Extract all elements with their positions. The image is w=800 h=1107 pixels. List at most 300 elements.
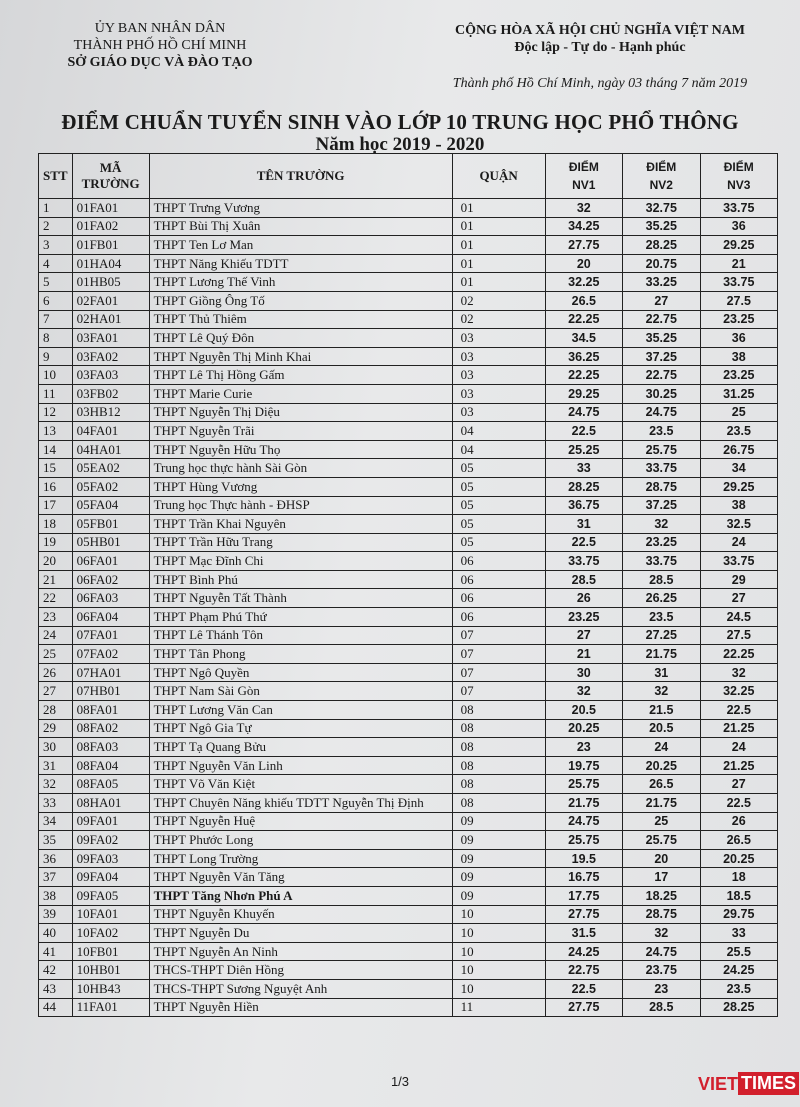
cell-stt: 20 (39, 552, 73, 571)
cell-district: 10 (452, 924, 545, 943)
cell-stt: 34 (39, 812, 73, 831)
table-row (39, 738, 778, 757)
cell-school-name: Trung học thực hành Sài Gòn (149, 459, 452, 478)
logo-text-times: TIMES (738, 1072, 799, 1095)
cell-code: 03HB12 (72, 403, 149, 422)
cell-nv3: 26.75 (700, 440, 777, 459)
cell-school-name: THPT Nguyễn Hữu Thọ (149, 440, 452, 459)
table-row (39, 905, 778, 924)
cell-school-name: THPT Marie Curie (149, 384, 452, 403)
cell-code: 03FA02 (72, 347, 149, 366)
cell-nv3: 21.25 (700, 756, 777, 775)
cell-nv2: 20.5 (623, 719, 700, 738)
cell-nv2: 20.25 (623, 756, 700, 775)
cell-school-name: THPT Lê Quý Đôn (149, 329, 452, 348)
cell-code: 08HA01 (72, 794, 149, 813)
cell-stt: 4 (39, 254, 73, 273)
table-row (39, 998, 778, 1017)
cell-district: 07 (452, 626, 545, 645)
cell-district: 09 (452, 868, 545, 887)
cell-nv3: 38 (700, 347, 777, 366)
cell-nv1: 32.25 (545, 273, 622, 292)
cell-nv3: 27.5 (700, 291, 777, 310)
cell-school-name: THPT Nguyễn Thị Diệu (149, 403, 452, 422)
issuer-line-3: SỞ GIÁO DỤC VÀ ĐÀO TẠO (67, 55, 253, 70)
cell-school-name: THPT Phước Long (149, 831, 452, 850)
cell-nv1: 16.75 (545, 868, 622, 887)
cell-district: 04 (452, 440, 545, 459)
cell-stt: 10 (39, 366, 73, 385)
table-row (39, 552, 778, 571)
cell-stt: 42 (39, 961, 73, 980)
col-nv2 (623, 154, 700, 199)
cell-district: 03 (452, 329, 545, 348)
cell-nv2: 37.25 (623, 496, 700, 515)
cell-nv2: 26.25 (623, 589, 700, 608)
cell-nv3: 38 (700, 496, 777, 515)
col-district: QUẬN (452, 154, 545, 199)
cell-stt: 31 (39, 756, 73, 775)
cell-nv3: 25 (700, 403, 777, 422)
cell-school-name: THPT Nguyễn Văn Tăng (149, 868, 452, 887)
cell-nv2: 25.75 (623, 440, 700, 459)
col-name: TÊN TRƯỜNG (149, 154, 452, 199)
cell-school-name: THPT Long Trường (149, 849, 452, 868)
cell-code: 01FA02 (72, 217, 149, 236)
cell-code: 07HA01 (72, 663, 149, 682)
cell-code: 01FB01 (72, 236, 149, 255)
cell-stt: 12 (39, 403, 73, 422)
cell-nv3: 29.25 (700, 477, 777, 496)
cell-district: 07 (452, 682, 545, 701)
cell-nv1: 26.5 (545, 291, 622, 310)
cell-nv3: 23.5 (700, 422, 777, 441)
cell-code: 07HB01 (72, 682, 149, 701)
cell-nv2: 23.5 (623, 422, 700, 441)
cell-school-name: THPT Năng Khiếu TDTT (149, 254, 452, 273)
cell-nv2: 23 (623, 979, 700, 998)
cell-district: 05 (452, 533, 545, 552)
cell-nv1: 23 (545, 738, 622, 757)
cell-nv1: 20.25 (545, 719, 622, 738)
table-row (39, 589, 778, 608)
cell-nv2: 28.5 (623, 998, 700, 1017)
table-row (39, 682, 778, 701)
cell-school-name: THPT Võ Văn Kiệt (149, 775, 452, 794)
cell-code: 10HB01 (72, 961, 149, 980)
page-number: 1/3 (390, 1074, 410, 1089)
cell-nv3: 22.5 (700, 794, 777, 813)
table-header-row (39, 154, 778, 199)
table-row (39, 608, 778, 627)
cell-district: 03 (452, 403, 545, 422)
cell-code: 10HB43 (72, 979, 149, 998)
table-row (39, 254, 778, 273)
cell-code: 05EA02 (72, 459, 149, 478)
cell-nv2: 17 (623, 868, 700, 887)
col-code-line-1: MÃ (99, 160, 122, 175)
cell-nv3: 28.25 (700, 998, 777, 1017)
col-stt: STT (39, 154, 73, 199)
cell-district: 07 (452, 663, 545, 682)
cell-nv1: 22.5 (545, 979, 622, 998)
cell-stt: 3 (39, 236, 73, 255)
cell-stt: 38 (39, 886, 73, 905)
table-row (39, 422, 778, 441)
cell-nv1: 20.5 (545, 701, 622, 720)
score-table (38, 153, 778, 1017)
cell-nv1: 22.75 (545, 961, 622, 980)
cell-nv1: 17.75 (545, 886, 622, 905)
table-row (39, 477, 778, 496)
cell-district: 01 (452, 236, 545, 255)
cell-nv3: 24.5 (700, 608, 777, 627)
cell-nv1: 34.25 (545, 217, 622, 236)
cell-nv2: 32 (623, 924, 700, 943)
cell-code: 04HA01 (72, 440, 149, 459)
cell-district: 08 (452, 756, 545, 775)
cell-nv3: 24 (700, 533, 777, 552)
table-row (39, 886, 778, 905)
cell-nv1: 25.25 (545, 440, 622, 459)
cell-district: 05 (452, 515, 545, 534)
table-row (39, 440, 778, 459)
cell-stt: 16 (39, 477, 73, 496)
cell-code: 08FA02 (72, 719, 149, 738)
cell-stt: 24 (39, 626, 73, 645)
date-line: Thành phố Hồ Chí Minh, ngày 03 tháng 7 năm 2019 (452, 76, 748, 91)
table-row (39, 942, 778, 961)
cell-nv2: 37.25 (623, 347, 700, 366)
cell-nv2: 33.25 (623, 273, 700, 292)
col-nv1 (545, 154, 622, 199)
table-row (39, 979, 778, 998)
cell-nv1: 28.5 (545, 570, 622, 589)
cell-school-name: THPT Nguyễn Văn Linh (149, 756, 452, 775)
cell-stt: 43 (39, 979, 73, 998)
cell-district: 02 (452, 310, 545, 329)
cell-nv1: 24.75 (545, 403, 622, 422)
cell-district: 08 (452, 775, 545, 794)
cell-school-name: THPT Lương Thế Vinh (149, 273, 452, 292)
table-row (39, 273, 778, 292)
cell-code: 06FA02 (72, 570, 149, 589)
cell-school-name: Trung học Thực hành - ĐHSP (149, 496, 452, 515)
cell-stt: 7 (39, 310, 73, 329)
cell-district: 08 (452, 701, 545, 720)
document-title: ĐIỂM CHUẨN TUYỂN SINH VÀO LỚP 10 TRUNG HỌC PHỔ THÔNG (61, 110, 739, 134)
cell-code: 03FA01 (72, 329, 149, 348)
cell-code: 09FA01 (72, 812, 149, 831)
cell-nv1: 33 (545, 459, 622, 478)
cell-school-name: THPT Nguyễn Khuyến (149, 905, 452, 924)
cell-district: 03 (452, 347, 545, 366)
cell-nv1: 25.75 (545, 831, 622, 850)
cell-stt: 6 (39, 291, 73, 310)
cell-code: 11FA01 (72, 998, 149, 1017)
cell-nv2: 25 (623, 812, 700, 831)
cell-nv2: 23.75 (623, 961, 700, 980)
cell-code: 04FA01 (72, 422, 149, 441)
cell-school-name: THCS-THPT Sương Nguyệt Anh (149, 979, 452, 998)
table-row (39, 570, 778, 589)
table-row (39, 663, 778, 682)
table-row (39, 533, 778, 552)
cell-code: 01HA04 (72, 254, 149, 273)
cell-nv2: 22.75 (623, 366, 700, 385)
cell-code: 08FA04 (72, 756, 149, 775)
col-nv3-line-2: NV3 (727, 178, 751, 192)
cell-stt: 25 (39, 645, 73, 664)
cell-district: 10 (452, 905, 545, 924)
cell-code: 06FA01 (72, 552, 149, 571)
cell-district: 06 (452, 570, 545, 589)
cell-nv3: 32 (700, 663, 777, 682)
table-row (39, 459, 778, 478)
cell-district: 11 (452, 998, 545, 1017)
table-row (39, 719, 778, 738)
cell-district: 05 (452, 496, 545, 515)
cell-nv3: 18.5 (700, 886, 777, 905)
cell-stt: 30 (39, 738, 73, 757)
cell-school-name: THPT Lê Thánh Tôn (149, 626, 452, 645)
cell-district: 06 (452, 608, 545, 627)
cell-code: 05HB01 (72, 533, 149, 552)
cell-stt: 21 (39, 570, 73, 589)
table-row (39, 645, 778, 664)
cell-school-name: THPT Nguyễn An Ninh (149, 942, 452, 961)
table-row (39, 868, 778, 887)
col-nv2-line-2: NV2 (649, 178, 673, 192)
cell-nv2: 33.75 (623, 552, 700, 571)
cell-district: 06 (452, 589, 545, 608)
col-nv2-line-1: ĐIỂM (646, 160, 677, 174)
cell-nv2: 23.25 (623, 533, 700, 552)
cell-nv2: 32 (623, 682, 700, 701)
cell-school-name: THPT Nam Sài Gòn (149, 682, 452, 701)
cell-nv2: 33.75 (623, 459, 700, 478)
cell-nv1: 22.25 (545, 310, 622, 329)
cell-nv2: 24.75 (623, 403, 700, 422)
cell-stt: 19 (39, 533, 73, 552)
cell-stt: 17 (39, 496, 73, 515)
cell-nv1: 36.25 (545, 347, 622, 366)
cell-nv2: 20.75 (623, 254, 700, 273)
cell-nv1: 20 (545, 254, 622, 273)
cell-stt: 29 (39, 719, 73, 738)
col-code-line-2: TRƯỜNG (81, 176, 140, 191)
cell-code: 10FA02 (72, 924, 149, 943)
cell-school-name: THCS-THPT Diên Hồng (149, 961, 452, 980)
cell-stt: 40 (39, 924, 73, 943)
cell-stt: 36 (39, 849, 73, 868)
cell-nv1: 27.75 (545, 998, 622, 1017)
cell-district: 09 (452, 886, 545, 905)
cell-nv2: 23.5 (623, 608, 700, 627)
cell-nv3: 36 (700, 217, 777, 236)
cell-nv3: 18 (700, 868, 777, 887)
viettimes-logo (698, 1066, 797, 1096)
col-nv3-line-1: ĐIỂM (723, 160, 754, 174)
cell-nv1: 21.75 (545, 794, 622, 813)
cell-nv1: 34.5 (545, 329, 622, 348)
table-body (39, 199, 778, 1017)
cell-nv1: 32 (545, 682, 622, 701)
cell-nv3: 32.25 (700, 682, 777, 701)
cell-nv1: 29.25 (545, 384, 622, 403)
cell-stt: 44 (39, 998, 73, 1017)
cell-code: 09FA02 (72, 831, 149, 850)
cell-nv3: 27 (700, 775, 777, 794)
cell-nv2: 30.25 (623, 384, 700, 403)
cell-code: 10FB01 (72, 942, 149, 961)
cell-district: 08 (452, 738, 545, 757)
cell-stt: 9 (39, 347, 73, 366)
cell-nv1: 19.5 (545, 849, 622, 868)
cell-nv3: 36 (700, 329, 777, 348)
cell-district: 02 (452, 291, 545, 310)
cell-nv1: 31 (545, 515, 622, 534)
cell-district: 09 (452, 831, 545, 850)
cell-code: 09FA05 (72, 886, 149, 905)
cell-district: 01 (452, 199, 545, 218)
cell-nv3: 20.25 (700, 849, 777, 868)
cell-school-name: THPT Mạc Đĩnh Chi (149, 552, 452, 571)
table-row (39, 794, 778, 813)
cell-nv3: 21.25 (700, 719, 777, 738)
national-motto-2: Độc lập - Tự do - Hạnh phúc (514, 40, 686, 55)
cell-district: 05 (452, 459, 545, 478)
cell-nv2: 21.75 (623, 794, 700, 813)
cell-code: 07FA01 (72, 626, 149, 645)
cell-nv1: 25.75 (545, 775, 622, 794)
national-header (450, 22, 750, 56)
cell-nv2: 35.25 (623, 217, 700, 236)
cell-school-name: THPT Phạm Phú Thứ (149, 608, 452, 627)
table-row (39, 961, 778, 980)
table-row (39, 217, 778, 236)
cell-code: 01HB05 (72, 273, 149, 292)
cell-stt: 39 (39, 905, 73, 924)
cell-stt: 26 (39, 663, 73, 682)
cell-nv3: 29 (700, 570, 777, 589)
cell-district: 07 (452, 645, 545, 664)
cell-stt: 23 (39, 608, 73, 627)
cell-school-name: THPT Bùi Thị Xuân (149, 217, 452, 236)
issuer-line-1: ỦY BAN NHÂN DÂN (94, 21, 226, 36)
cell-nv3: 29.25 (700, 236, 777, 255)
cell-nv1: 31.5 (545, 924, 622, 943)
table-row (39, 310, 778, 329)
national-motto-1: CỘNG HÒA XÃ HỘI CHỦ NGHĨA VIỆT NAM (454, 23, 745, 38)
cell-stt: 1 (39, 199, 73, 218)
col-nv3 (700, 154, 777, 199)
cell-school-name: THPT Trưng Vương (149, 199, 452, 218)
cell-nv3: 33.75 (700, 552, 777, 571)
cell-district: 01 (452, 217, 545, 236)
cell-nv3: 23.5 (700, 979, 777, 998)
cell-stt: 8 (39, 329, 73, 348)
cell-nv2: 28.75 (623, 905, 700, 924)
cell-school-name: THPT Tăng Nhơn Phú A (149, 886, 452, 905)
cell-nv1: 22.25 (545, 366, 622, 385)
cell-code: 09FA03 (72, 849, 149, 868)
cell-code: 05FA02 (72, 477, 149, 496)
col-nv1-line-1: ĐIỂM (568, 160, 599, 174)
table-row (39, 849, 778, 868)
cell-stt: 18 (39, 515, 73, 534)
table-row (39, 701, 778, 720)
cell-school-name: THPT Nguyễn Tất Thành (149, 589, 452, 608)
table-row (39, 924, 778, 943)
cell-stt: 15 (39, 459, 73, 478)
cell-district: 10 (452, 942, 545, 961)
cell-district: 09 (452, 812, 545, 831)
cell-nv3: 29.75 (700, 905, 777, 924)
cell-nv2: 28.25 (623, 236, 700, 255)
cell-stt: 13 (39, 422, 73, 441)
cell-code: 03FA03 (72, 366, 149, 385)
cell-school-name: THPT Thủ Thiêm (149, 310, 452, 329)
cell-district: 10 (452, 961, 545, 980)
cell-code: 09FA04 (72, 868, 149, 887)
cell-nv1: 33.75 (545, 552, 622, 571)
cell-district: 08 (452, 794, 545, 813)
cell-nv3: 26 (700, 812, 777, 831)
table-row (39, 347, 778, 366)
cell-school-name: THPT Nguyễn Hiền (149, 998, 452, 1017)
cell-school-name: THPT Ngô Gia Tự (149, 719, 452, 738)
table-row (39, 236, 778, 255)
cell-school-name: THPT Trần Khai Nguyên (149, 515, 452, 534)
cell-school-name: THPT Trần Hữu Trang (149, 533, 452, 552)
cell-nv1: 36.75 (545, 496, 622, 515)
cell-nv3: 21 (700, 254, 777, 273)
table-row (39, 496, 778, 515)
cell-nv1: 32 (545, 199, 622, 218)
issuer-header (40, 20, 280, 71)
cell-district: 08 (452, 719, 545, 738)
cell-nv1: 28.25 (545, 477, 622, 496)
cell-code: 05FB01 (72, 515, 149, 534)
cell-nv1: 30 (545, 663, 622, 682)
cell-code: 06FA04 (72, 608, 149, 627)
cell-school-name: THPT Nguyễn Huệ (149, 812, 452, 831)
cell-stt: 22 (39, 589, 73, 608)
cell-stt: 27 (39, 682, 73, 701)
table-row (39, 384, 778, 403)
cell-nv2: 18.25 (623, 886, 700, 905)
table-row (39, 515, 778, 534)
cell-nv3: 25.5 (700, 942, 777, 961)
cell-school-name: THPT Lương Văn Can (149, 701, 452, 720)
cell-school-name: THPT Bình Phú (149, 570, 452, 589)
cell-nv2: 28.5 (623, 570, 700, 589)
cell-nv2: 28.75 (623, 477, 700, 496)
cell-school-name: THPT Tân Phong (149, 645, 452, 664)
cell-nv1: 19.75 (545, 756, 622, 775)
cell-district: 04 (452, 422, 545, 441)
cell-nv2: 21.5 (623, 701, 700, 720)
cell-nv3: 32.5 (700, 515, 777, 534)
table-row (39, 291, 778, 310)
cell-code: 02HA01 (72, 310, 149, 329)
cell-school-name: THPT Tạ Quang Bửu (149, 738, 452, 757)
cell-school-name: THPT Ngô Quyền (149, 663, 452, 682)
cell-district: 03 (452, 384, 545, 403)
cell-nv1: 24.25 (545, 942, 622, 961)
cell-school-name: THPT Ten Lơ Man (149, 236, 452, 255)
